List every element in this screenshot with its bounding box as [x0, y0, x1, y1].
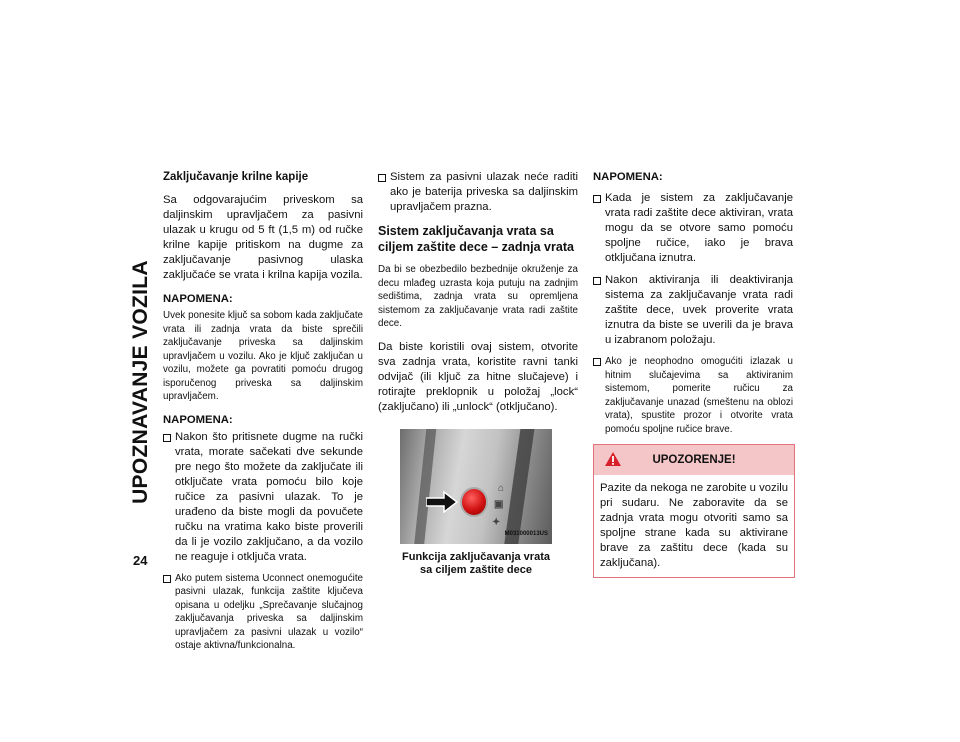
- warning-header: [594, 445, 794, 475]
- section-heading-child-lock: Sistem zaključavanja vrata sa ciljem zaštite dece – zadnja vrata: [378, 224, 574, 254]
- section-title-text: UPOZNAVANJE VOZILA: [129, 260, 152, 504]
- page-number: 24: [133, 553, 148, 568]
- paragraph-child-lock-usage: Da biste koristili ovaj sistem, otvorite sva zadnja vrata, koristite ravni tanki odvijač (ili ključ za hitne slučajeve) i rotirajte preklopnik u položaj „lock“ (zaključano) ili „unlock“ (otključano).: [378, 340, 578, 413]
- list-item: Nakon aktiviranja ili deaktiviranja sistema za zaključavanje vrata radi zaštite dece, uvek proverite vrata iznutra da biste se uverili da je brava u izabranom položaju.: [593, 273, 793, 348]
- list-item: Nakon što pritisnete dugme na ručki vrata, morate sačekati dve sekunde pre nego što možete da zaključate ili otključate vrata pomoću bilo koje ručice za pasivni ulazak. To je urađeno da biste mogli da povučete ručku na vratima kako biste proverili da li je vozilo zaključano, a da vozilo ne reaguje i otključa vrata.: [163, 430, 363, 565]
- note-list: [163, 430, 363, 653]
- lock-icon: ▣: [494, 498, 504, 510]
- child-lock-switch: [460, 487, 488, 517]
- figure-caption: Funkcija zaključavanja vrata sa ciljem zaštite dece: [402, 550, 550, 576]
- warning-triangle-icon: [604, 451, 622, 467]
- paragraph-child-lock-intro: Da bi se obezbedilo bezbednije okruženje za decu mlađeg uzrasta koja putuju na zadnjim sedištima, zadnja vrata su opremljena sistemom za zaključavanje vrata radi zaštite dece.: [378, 264, 578, 329]
- note-list: [593, 191, 793, 436]
- figure-code: M031000013US: [504, 530, 548, 537]
- note-heading: NAPOMENA:: [163, 293, 233, 305]
- arrow-right-icon: [426, 491, 458, 513]
- note-heading: NAPOMENA:: [593, 171, 663, 183]
- list-item: Ako je neophodno omogućiti izlazak u hitnim slučajevima sa aktiviranim sistemom, pomerite ručicu za zaključavanje unazad (smeštenu na oblozi vrata), spustite prozor i otvorite vrata pomoću spoljne ručice brave.: [593, 355, 793, 436]
- paragraph-tailgate: Sa odgovarajućim priveskom sa daljinskim upravljačem za pasivni ulazak u krugu od 5 ft (1,5 m) od ručke krilne kapije pritiskom na dugme za zaključavanje pasivnog ulaska zaključaće se vrata i krilna kapija vozila.: [163, 194, 363, 281]
- warning-text: Pazite da nekoga ne zarobite u vozilu pri sudaru. Ne zaboravite da se zadnja vrata mogu otvoriti samo sa spoljne strane kada su aktivirane brave za zaštitu dece (kada su zaključana).: [600, 482, 788, 569]
- warning-title: UPOZORENJE!: [652, 454, 736, 466]
- section-title: [122, 172, 160, 592]
- child-icon: ✦: [492, 516, 501, 528]
- list-item: Ako putem sistema Uconnect onemogućite pasivni ulazak, funkcija zaštite ključeva opisana u odeljku „Sprečavanje slučajnog zaključavanja priveska sa daljinskim upravljačem za pasivni ulazak u vozilo“ ostaje aktivna/funkcionalna.: [163, 572, 363, 653]
- note-heading: NAPOMENA:: [163, 413, 233, 426]
- column-2: [378, 170, 578, 577]
- warning-box: [593, 444, 795, 578]
- list-item: Sistem za pasivni ulazak neće raditi ako je baterija priveska sa daljinskim upravljačem prazna.: [378, 170, 578, 215]
- note-list: [378, 170, 578, 215]
- child-lock-photo: [400, 429, 552, 544]
- column-3: [593, 170, 793, 578]
- unlock-icon: ⌂: [498, 482, 505, 494]
- list-item: Kada je sistem za zaključavanje vrata radi zaštite dece aktiviran, vrata mogu da se otvore samo pomoću spoljne ručice, iako je brava otključana iznutra.: [593, 191, 793, 266]
- note-text: Uvek ponesite ključ sa sobom kada zaključate vrata ili zadnja vrata da biste sprečili zaključavanje priveska sa daljinskim upravljačem u vozilu. Ako je ključ zaključan u vozilu, možete ga povratiti pomoću drugog isporučenog priveska sa daljinskim upravljačem.: [163, 310, 363, 402]
- figure: [400, 429, 552, 577]
- subheading-tailgate-lock: Zaključavanje krilne kapije: [163, 171, 309, 183]
- column-1: [163, 170, 363, 661]
